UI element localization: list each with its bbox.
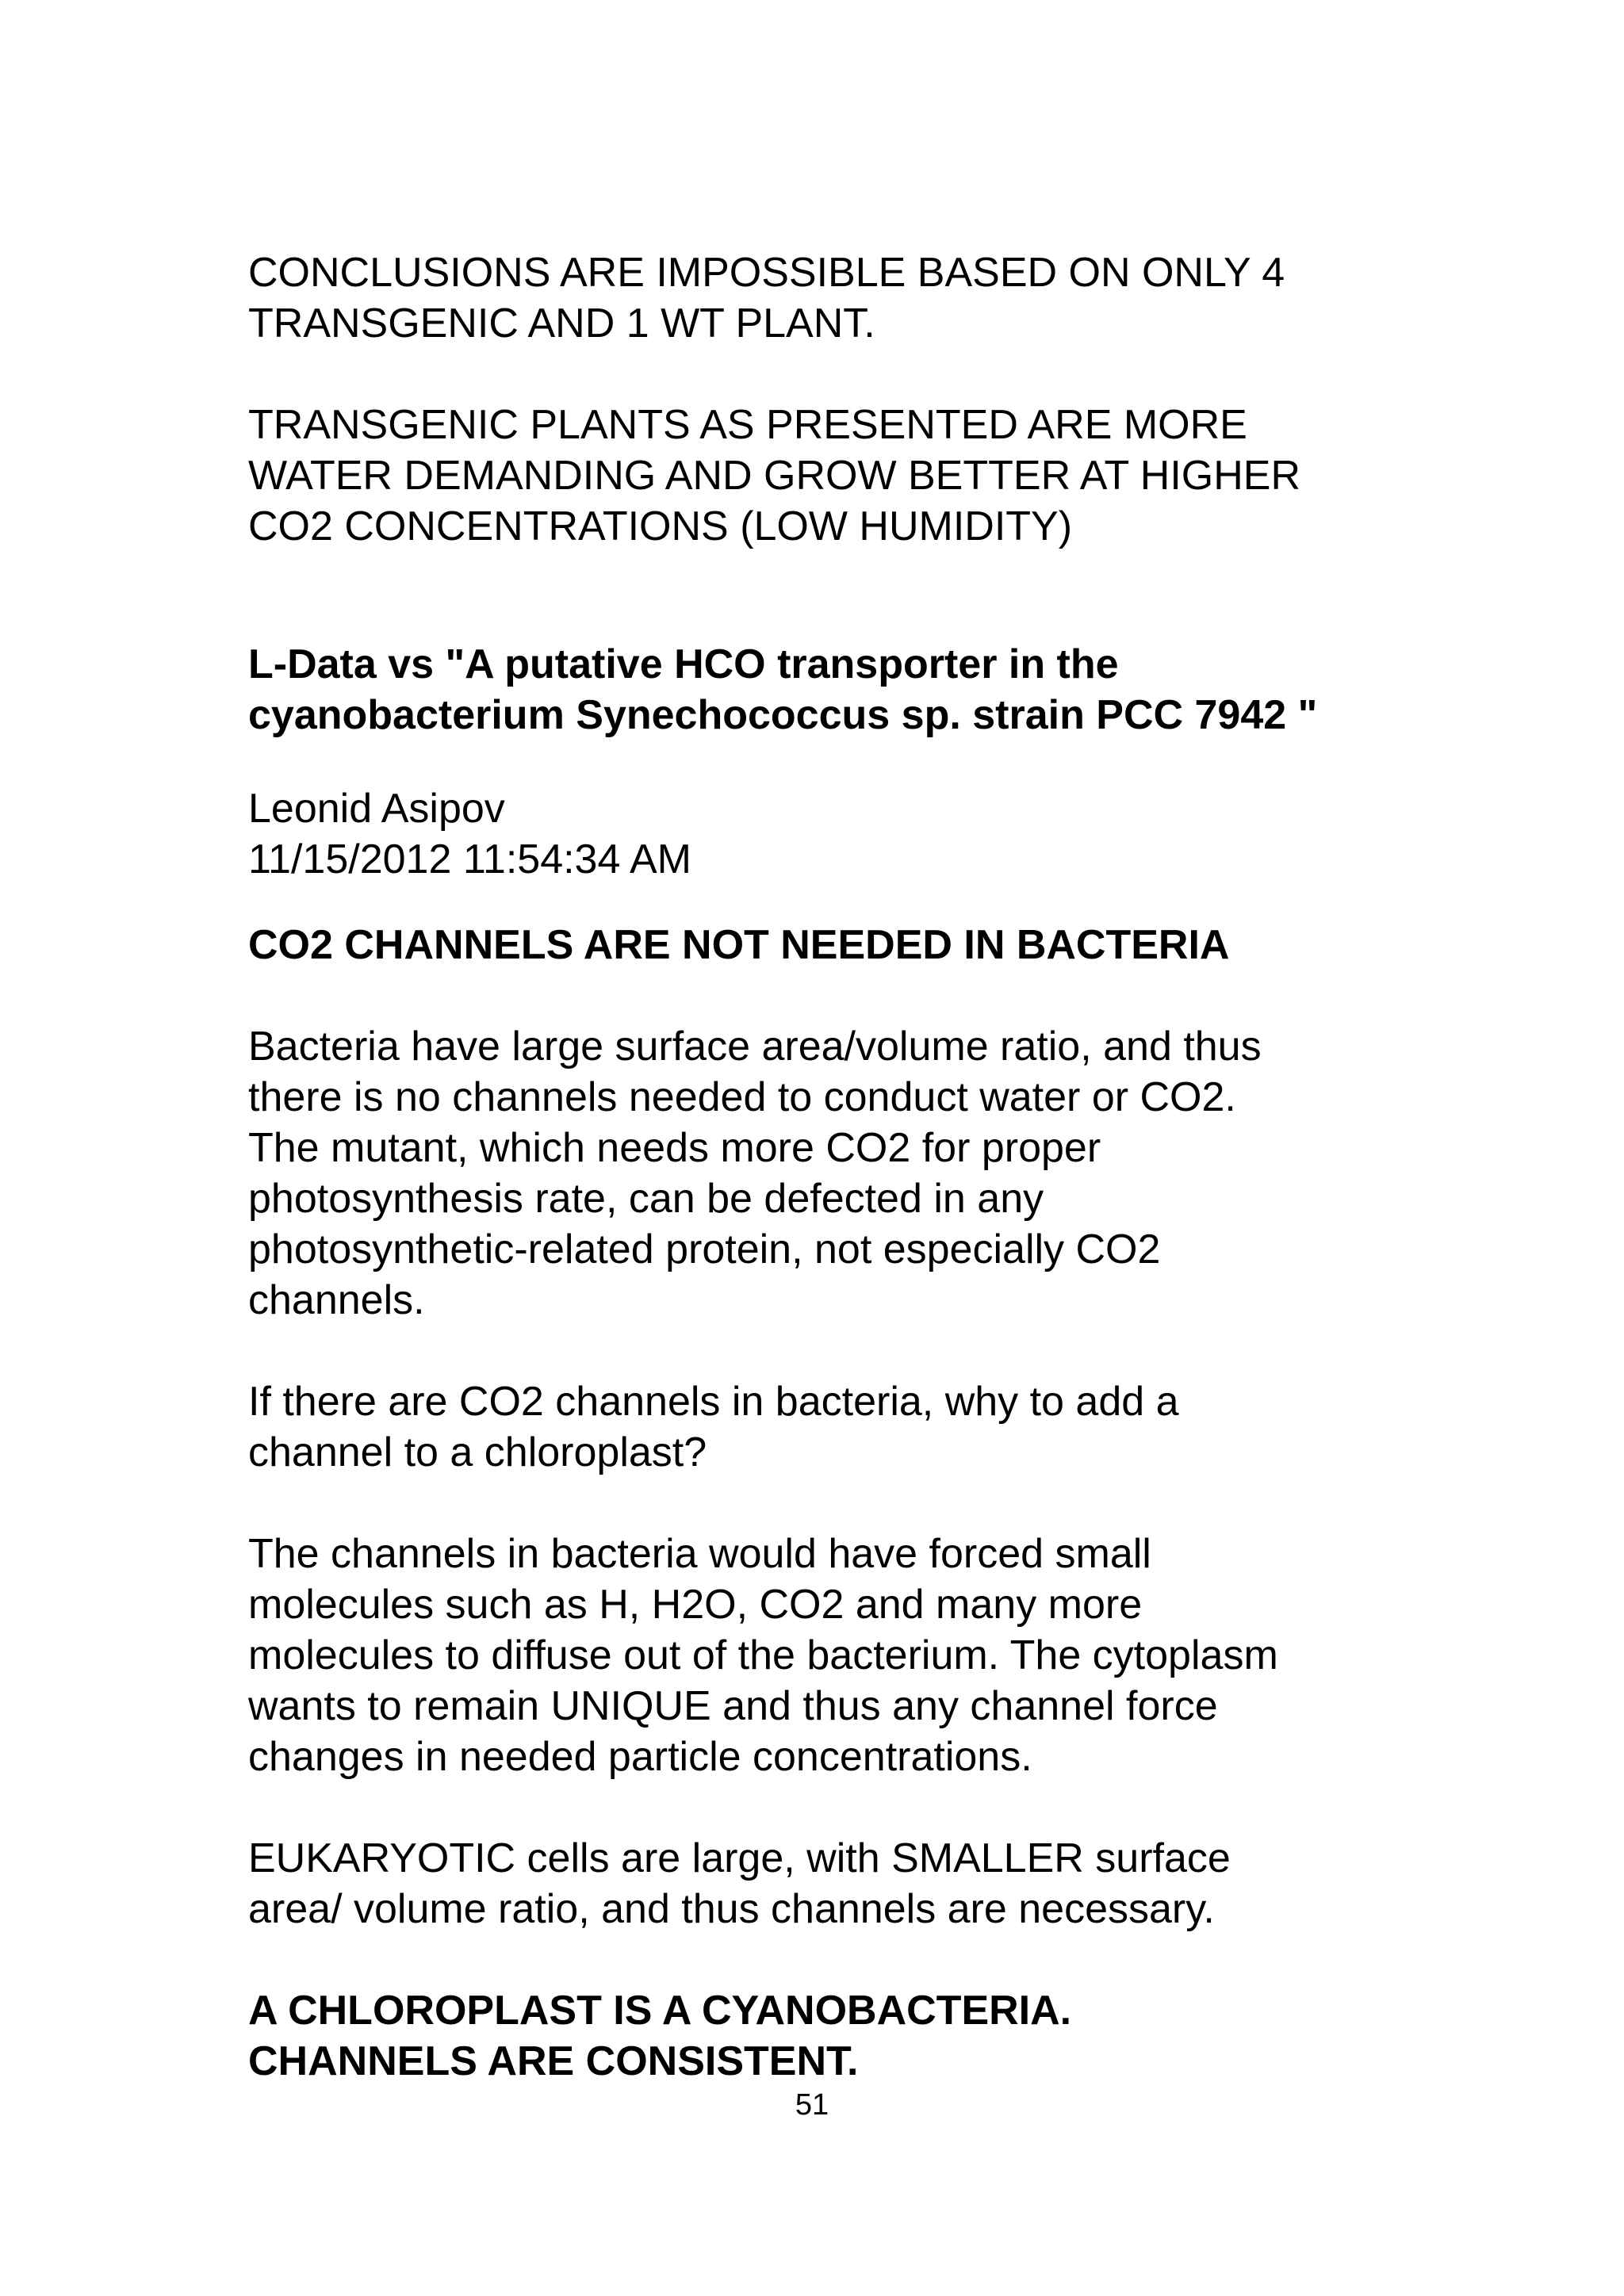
closing-statement: A CHLOROPLAST IS A CYANOBACTERIA. CHANNELS ARE CONSISTENT. [248,1988,1072,2084]
subheading: CO2 CHANNELS ARE NOT NEEDED IN BACTERIA [248,922,1230,968]
author-date: Leonid Asipov 11/15/2012 11:54:34 AM [248,786,691,882]
document-body [248,247,1422,2087]
chloroplast-question-paragraph: If there are CO2 channels in bacteria, why to add a channel to a chloroplast? [248,1379,1179,1475]
eukaryotic-paragraph: EUKARYOTIC cells are large, with SMALLER surface area/ volume ratio, and thus channels are necessary. [248,1835,1231,1932]
bacteria-paragraph: Bacteria have large surface area/volume ratio, and thus there is no channels needed to conduct water or CO2. The mutant, which needs more CO2 for proper photosynthesis rate, can be defected in any photosynthetic-related protein, not especially CO2 channels. [248,1024,1262,1323]
transgenic-paragraph: TRANSGENIC PLANTS AS PRESENTED ARE MORE WATER DEMANDING AND GROW BETTER AT HIGHER CO2 CONCENTRATIONS (LOW HUMIDITY) [248,402,1301,549]
channels-paragraph: The channels in bacteria would have forced small molecules such as H, H2O, CO2 and many more molecules to diffuse out of the bacterium. The cytoplasm wants to remain UNIQUE and thus any channel force changes in needed particle concentrations. [248,1531,1278,1780]
section-heading: L-Data vs "A putative HCO transporter in the cyanobacterium Synechococcus sp. strain PCC 7942 " [248,641,1318,738]
conclusion-paragraph: CONCLUSIONS ARE IMPOSSIBLE BASED ON ONLY 4 TRANSGENIC AND 1 WT PLANT. [248,250,1285,346]
page-number: 51 [795,2088,829,2122]
